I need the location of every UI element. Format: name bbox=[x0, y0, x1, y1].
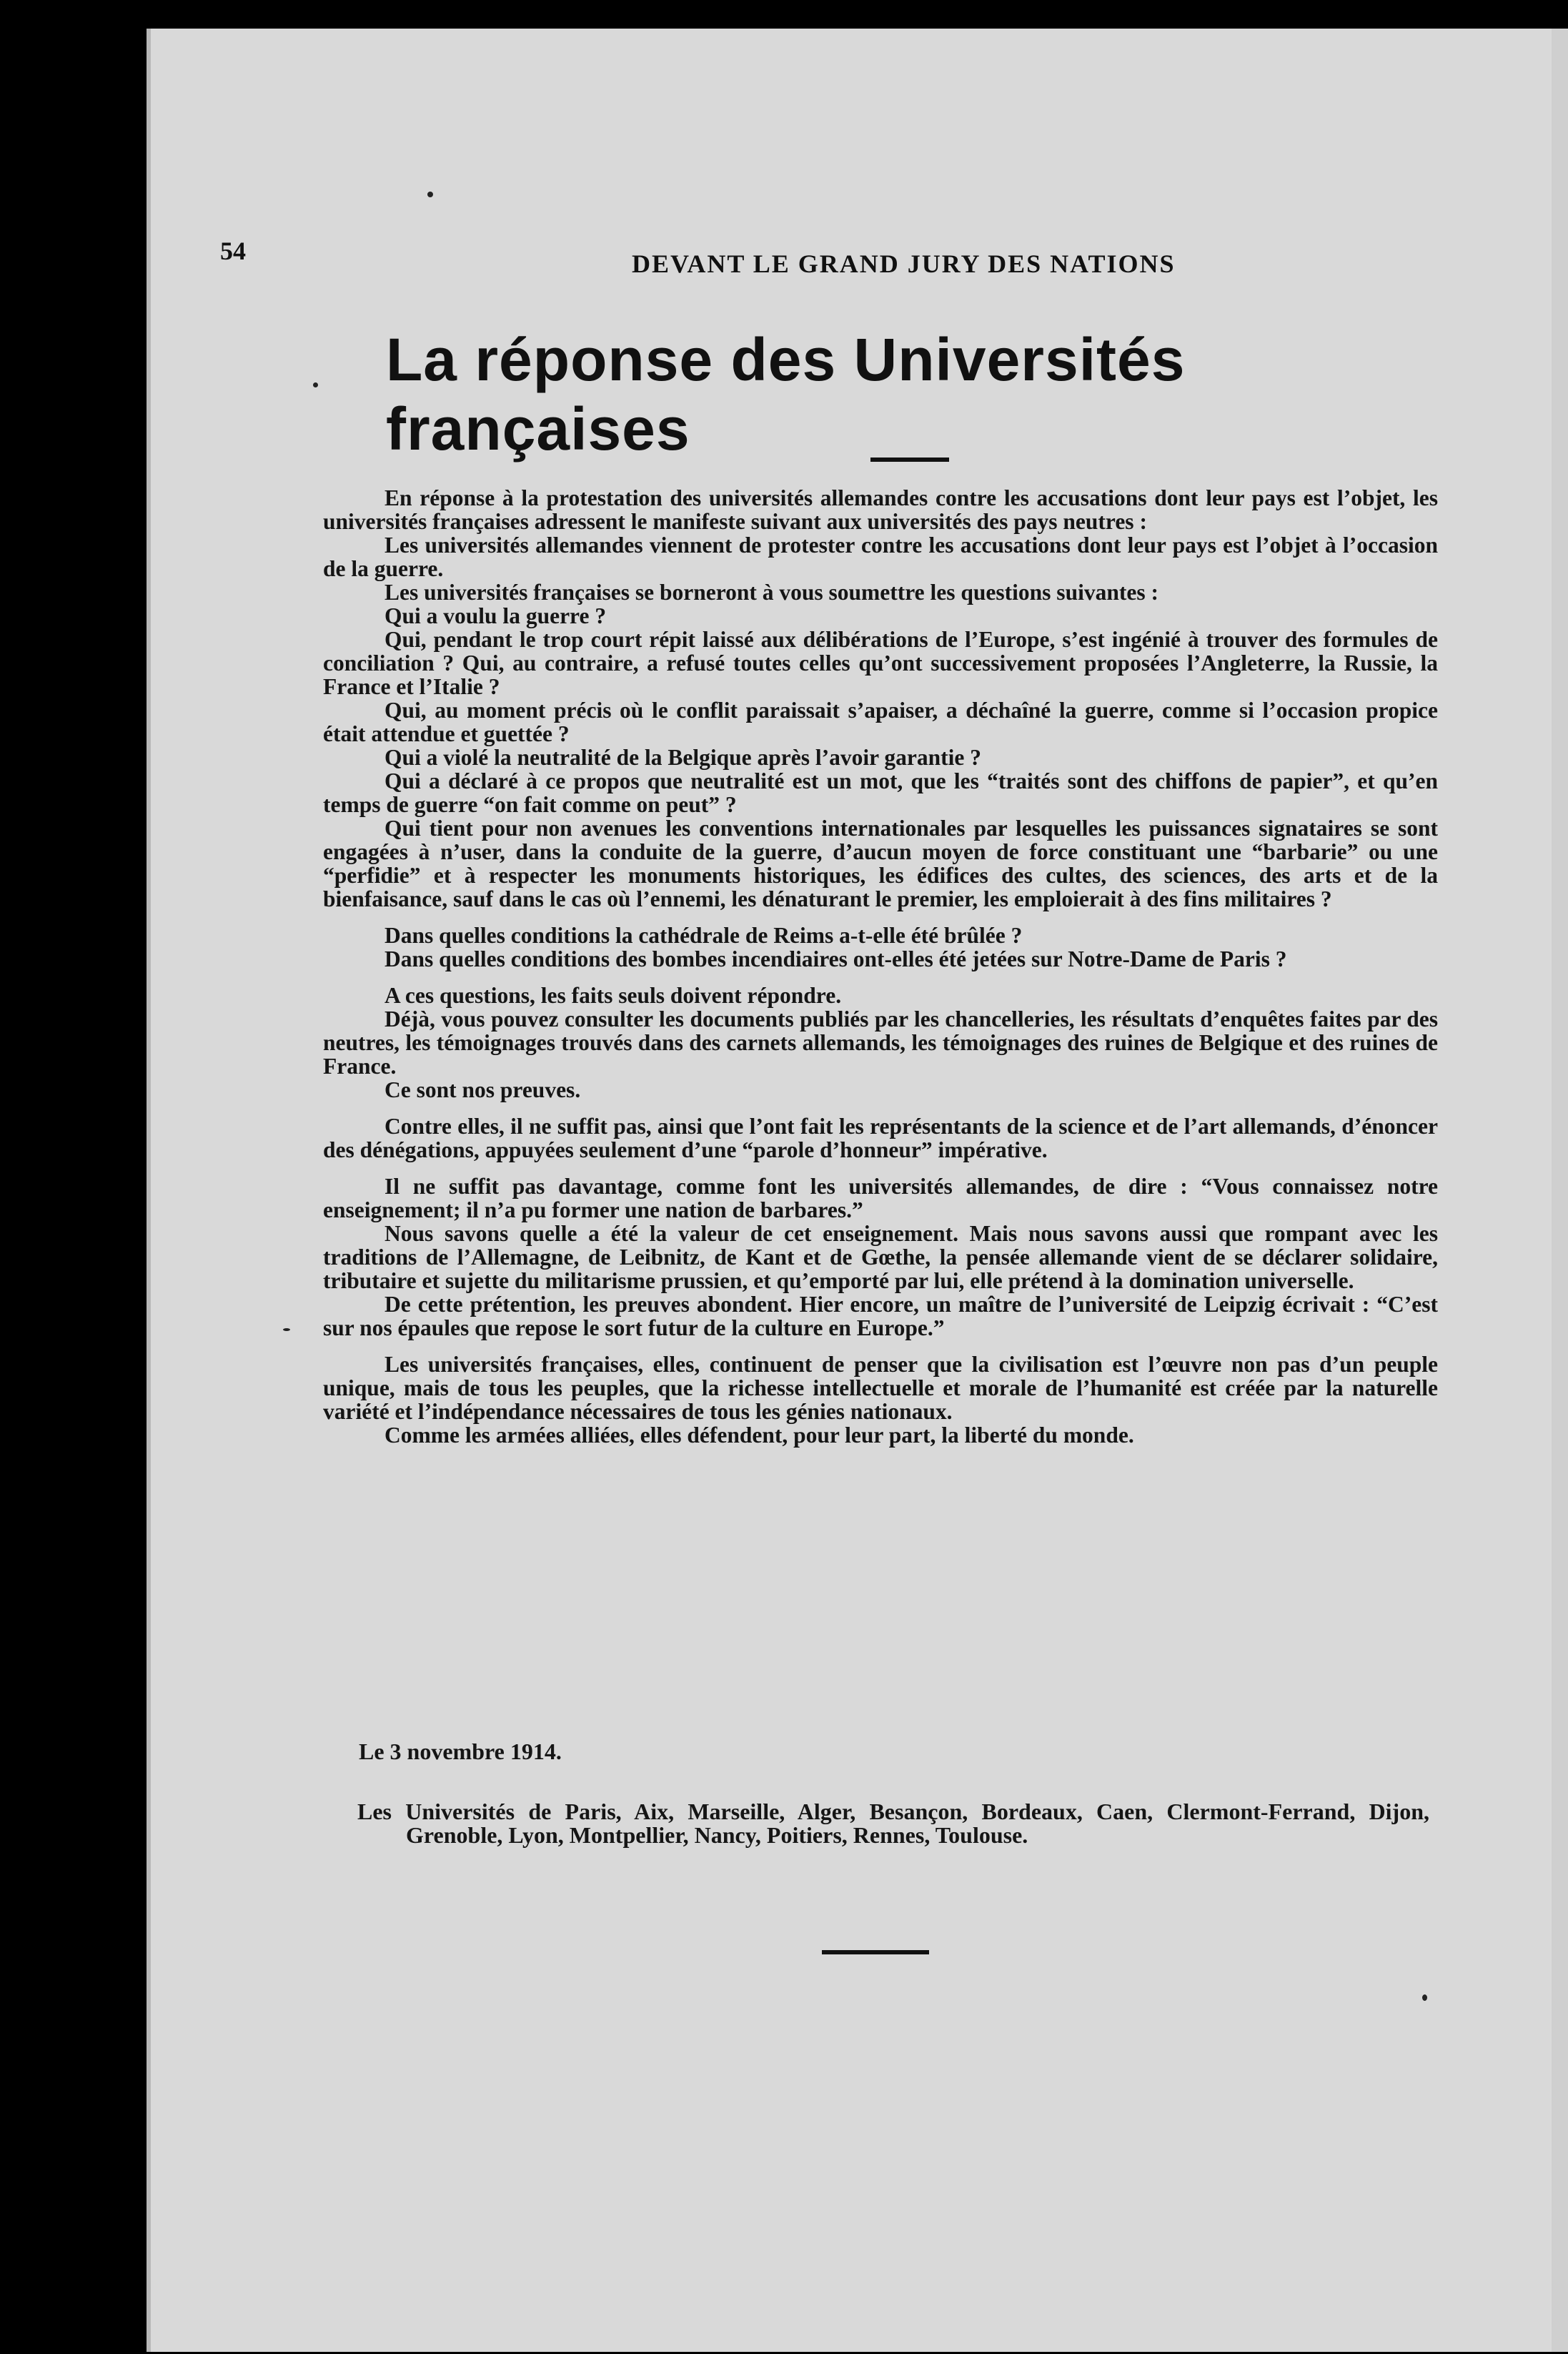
paragraph: Ce sont nos preuves. bbox=[384, 1077, 581, 1102]
closing-rule bbox=[822, 1950, 929, 1954]
paragraph: En réponse à la protestation des universités allemandes contre les accusations dont leur pays est l’objet, les universités françaises adressent le manifeste suivant aux universités des pays neutres : bbox=[323, 485, 1438, 534]
page-edge bbox=[1552, 29, 1568, 2352]
paragraph: Nous savons quelle a été la valeur de cet enseignement. Mais nous savons aussi que rompant avec les traditions de l’Allemagne, de Leibnitz, de Kant et de Gœthe, la pensée allemande vient de se déclarer solidaire, tributaire et sujette du militarisme prussien, et qu’emporté par lui, elle prétend à la domination universelle. bbox=[323, 1221, 1438, 1293]
scan-speck bbox=[283, 1328, 290, 1331]
paragraph: Les universités françaises, elles, continuent de penser que la civilisation est l’œuvre non pas d’un peuple unique, mais de tous les peuples, que la richesse intellectuelle et morale de l’humanité est créée par la naturelle variété et l’indépendance nécessaires de tous les génies nationaux. bbox=[323, 1352, 1438, 1424]
paragraph: Déjà, vous pouvez consulter les documents publiés par les chancelleries, les résultats d’enquêtes faites par des neutres, les témoignages trouvés dans des carnets allemands, les témoignages des ruines de Belgique et des ruines de France. bbox=[323, 1007, 1438, 1079]
paragraph: Qui a violé la neutralité de la Belgique après l’avoir garantie ? bbox=[384, 745, 981, 770]
paragraph: Les universités françaises se borneront à vous soumettre les questions suivantes : bbox=[384, 580, 1158, 605]
scan-speck bbox=[313, 382, 318, 387]
scan-speck bbox=[1422, 1994, 1427, 2001]
page-number: 54 bbox=[220, 237, 246, 265]
paragraph: Il ne suffit pas davantage, comme font les universités allemandes, de dire : “Vous connaissez notre enseignement; il n’a pu former une nation de barbares.” bbox=[323, 1174, 1438, 1222]
paragraph: Dans quelles conditions la cathédrale de Reims a-t-elle été brûlée ? bbox=[384, 923, 1023, 948]
paragraph: De cette prétention, les preuves abondent. Hier encore, un maître de l’université de Leipzig écrivait : “C’est sur nos épaules que repose le sort futur de la culture en Europe.” bbox=[323, 1292, 1438, 1340]
scan-speck bbox=[427, 192, 433, 197]
signatories bbox=[357, 1800, 1429, 1847]
paragraph: Comme les armées alliées, elles défendent, pour leur part, la liberté du monde. bbox=[384, 1423, 1134, 1448]
paragraph: Qui, au moment précis où le conflit paraissait s’apaiser, a déchaîné la guerre, comme si l’occasion propice était attendue et guettée ? bbox=[323, 698, 1438, 746]
paragraph: Contre elles, il ne suffit pas, ainsi que l’ont fait les représentants de la science et de l’art allemands, d’énoncer des dénégations, appuyées seulement d’une “parole d’honneur” impérative. bbox=[323, 1114, 1438, 1162]
paragraph: Les universités allemandes viennent de protester contre les accusations dont leur pays est l’objet à l’occasion de la guerre. bbox=[323, 533, 1438, 581]
article-title: La réponse des Universités françaises bbox=[386, 326, 1186, 463]
signatories-text: Les Universités de Paris, Aix, Marseille, Alger, Besançon, Bordeaux, Caen, Clermont-Ferrand, Dijon, Grenoble, Lyon, Montpellier, Nancy, Poitiers, Rennes, Toulouse. bbox=[357, 1799, 1429, 1848]
paragraph: Qui, pendant le trop court répit laissé aux délibérations de l’Europe, s’est ingénié à trouver des formules de conciliation ? Qui, au contraire, a refusé toutes celles qu’ont successivement proposées l’Angleterre, la Russie, la France et l’Italie ? bbox=[323, 627, 1438, 699]
date-line: Le 3 novembre 1914. bbox=[359, 1739, 562, 1764]
paragraph: Qui a déclaré à ce propos que neutralité est un mot, que les “traités sont des chiffons de papier”, et qu’en temps de guerre “on fait comme on peut” ? bbox=[323, 768, 1438, 817]
article-body bbox=[323, 486, 1438, 1447]
paragraph: Qui a voulu la guerre ? bbox=[384, 603, 607, 628]
paragraph: Dans quelles conditions des bombes incendiaires ont-elles été jetées sur Notre-Dame de Paris ? bbox=[384, 946, 1287, 971]
paragraph: Qui tient pour non avenues les conventions internationales par lesquelles les puissances signataires se sont engagées à n’user, dans la conduite de la guerre, d’aucun moyen de force constituant une “barbarie” ou une “perfidie” et à respecter les monuments historiques, les édifices des cultes, des sciences, des arts et de la bienfaisance, sauf dans le cas où l’ennemi, les dénaturant le premier, les emploierait à des fins militaires ? bbox=[323, 816, 1438, 911]
title-rule bbox=[870, 458, 949, 462]
paragraph: A ces questions, les faits seuls doivent répondre. bbox=[384, 983, 842, 1008]
running-head: DEVANT LE GRAND JURY DES NATIONS bbox=[632, 249, 1176, 278]
